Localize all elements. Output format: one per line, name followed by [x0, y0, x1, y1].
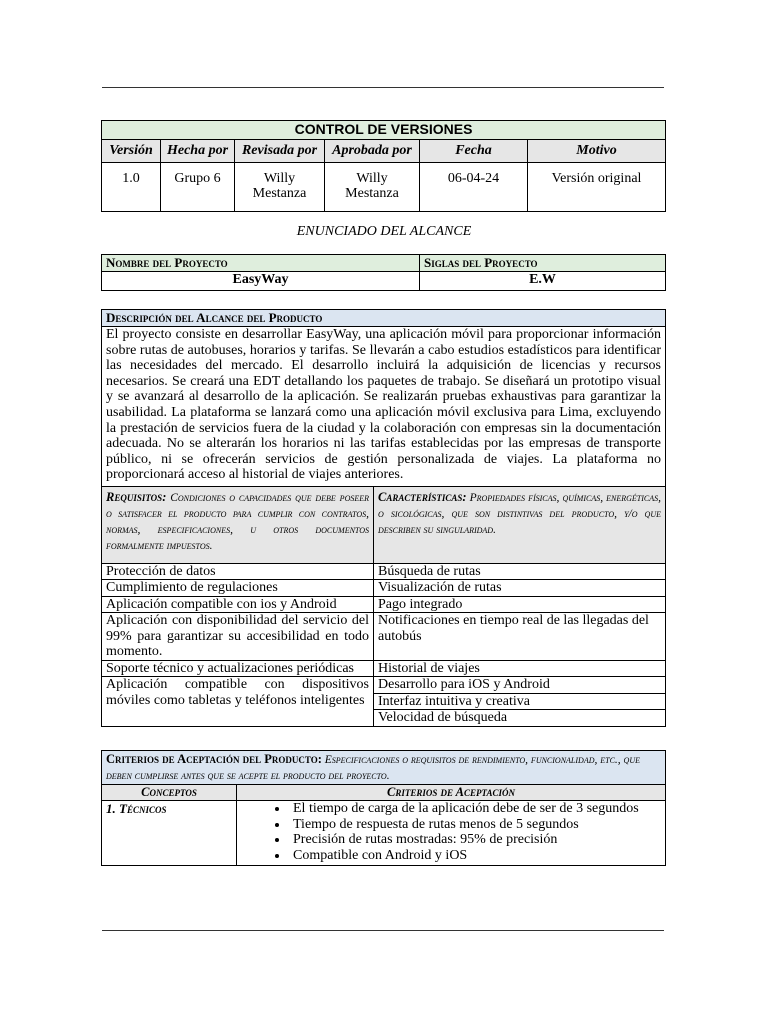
- project-acronym: E.W: [420, 272, 666, 291]
- made-by-cell: Grupo 6: [161, 163, 235, 212]
- table-row: [102, 660, 666, 677]
- requirements-label: Requisitos:: [106, 489, 167, 504]
- list-item: • El tiempo de carga de la aplicación debe de ser de 3 segundos: [289, 801, 661, 817]
- characteristic-item: Desarrollo para iOS y Android: [374, 677, 666, 694]
- list-item: • Compatible con Android y iOS: [289, 848, 661, 864]
- project-name: EasyWay: [102, 272, 420, 291]
- project-name-label: Nombre del Proyecto: [102, 255, 420, 272]
- acceptance-table: [101, 750, 666, 866]
- footer-rule: [102, 930, 664, 931]
- characteristic-item: Notificaciones en tiempo real de las llegadas del autobús: [374, 613, 666, 661]
- scope-description: El proyecto consiste en desarrollar EasyWay, una aplicación móvil para proporcionar información sobre rutas de autobuses, horarios y tarifas. Se llevarán a cabo estudios estadísticos para identificar las necesidades del mercado. El desarrollo incluirá la adquisición de licencias y recursos necesarios. Se creará una EDT detallando los paquetes de trabajo. Se diseñará un prototipo visual y se avanzará al desarrollo de la aplicación. Se realizarán pruebas exhaustivas para garantizar la usabilidad. La plataforma se lanzará como una aplicación móvil exclusiva para Lima, excluyendo la prestación de servicios fuera de la ciudad y la colaboración con empresas sin la documentación adecuada. No se alterarán los horarios ni las tarifas establecidas por las empresas de transporte público, ni se ofrecerán servicios de gestión personalizada de viajes. La plataforma no proporcionará acceso al historial de viajes anteriores.: [102, 327, 666, 487]
- criteria-cell: [237, 801, 666, 866]
- table-row: [102, 801, 666, 866]
- requirement-item: Protección de datos: [102, 563, 374, 580]
- header-rule: [102, 87, 664, 88]
- list-item: • Tiempo de respuesta de rutas menos de 5 segundos: [289, 817, 661, 833]
- characteristic-item: Historial de viajes: [374, 660, 666, 677]
- requirement-item: Aplicación con disponibilidad del servicio del 99% para garantizar su accesibilidad en todo momento.: [102, 613, 374, 661]
- characteristic-item: Pago integrado: [374, 596, 666, 613]
- version-cell: 1.0: [102, 163, 161, 212]
- col-reviewed-by: Revisada por: [235, 140, 325, 163]
- reviewed-by-cell: Willy Mestanza: [235, 163, 325, 212]
- requirements-definition: Condiciones o capacidades que debe poseer o satisfacer el producto para cumplir con contratos, normas, especificaciones, u otros documentos formalmente impuestos.: [106, 491, 370, 552]
- characteristics-header: [374, 486, 666, 563]
- requirements-header: [102, 486, 374, 563]
- characteristic-item: Velocidad de búsqueda: [374, 710, 666, 727]
- acceptance-heading: [102, 751, 666, 785]
- col-made-by: Hecha por: [161, 140, 235, 163]
- version-column-headers: [102, 140, 666, 163]
- requirement-item: Aplicación compatible con dispositivos móviles como tabletas y teléfonos inteligentes: [102, 677, 374, 727]
- characteristics-label: Características:: [378, 489, 467, 504]
- project-table: [101, 254, 666, 291]
- version-control-table: [101, 120, 666, 212]
- reason-cell: Versión original: [528, 163, 666, 212]
- acceptance-label: Criterios de Aceptación del Producto:: [106, 752, 322, 766]
- col-concepts: Conceptos: [102, 785, 237, 801]
- table-row: [102, 563, 666, 580]
- criteria-list: [241, 801, 661, 863]
- requirement-item: Aplicación compatible con ios y Android: [102, 596, 374, 613]
- col-approved-by: Aprobada por: [325, 140, 420, 163]
- col-date: Fecha: [420, 140, 528, 163]
- table-row: [102, 596, 666, 613]
- document-title: ENUNCIADO DEL ALCANCE: [296, 224, 472, 239]
- col-reason: Motivo: [528, 140, 666, 163]
- approved-by-cell: Willy Mestanza: [325, 163, 420, 212]
- date-cell: 06-04-24: [420, 163, 528, 212]
- characteristic-item: Visualización de rutas: [374, 580, 666, 597]
- list-item: • Precisión de rutas mostradas: 95% de precisión: [289, 832, 661, 848]
- table-row: [102, 580, 666, 597]
- scope-table: [101, 309, 666, 727]
- characteristic-item: Búsqueda de rutas: [374, 563, 666, 580]
- scope-heading: Descripción del Alcance del Producto: [102, 310, 666, 327]
- acceptance-definition: Especificaciones o requisitos de rendimiento, funcionalidad, etc., que deben cumplirse antes que se acepte el producto del proyecto.: [106, 754, 640, 782]
- table-row: [102, 677, 666, 694]
- table-row: [102, 163, 666, 212]
- requirement-item: Soporte técnico y actualizaciones periódicas: [102, 660, 374, 677]
- requirement-item: Cumplimiento de regulaciones: [102, 580, 374, 597]
- characteristic-item: Interfaz intuitiva y creativa: [374, 693, 666, 710]
- characteristics-definition: Propiedades físicas, químicas, energéticas, o sicológicas, que son distintivas del producto, y/o que describen su singularidad.: [378, 491, 661, 536]
- project-acronym-label: Siglas del Proyecto: [420, 255, 666, 272]
- table-row: [102, 613, 666, 661]
- col-version: Versión: [102, 140, 161, 163]
- version-control-title: CONTROL DE VERSIONES: [102, 121, 666, 140]
- concept-technical: 1. Técnicos: [102, 801, 237, 866]
- col-criteria: Criterios de Aceptación: [237, 785, 666, 801]
